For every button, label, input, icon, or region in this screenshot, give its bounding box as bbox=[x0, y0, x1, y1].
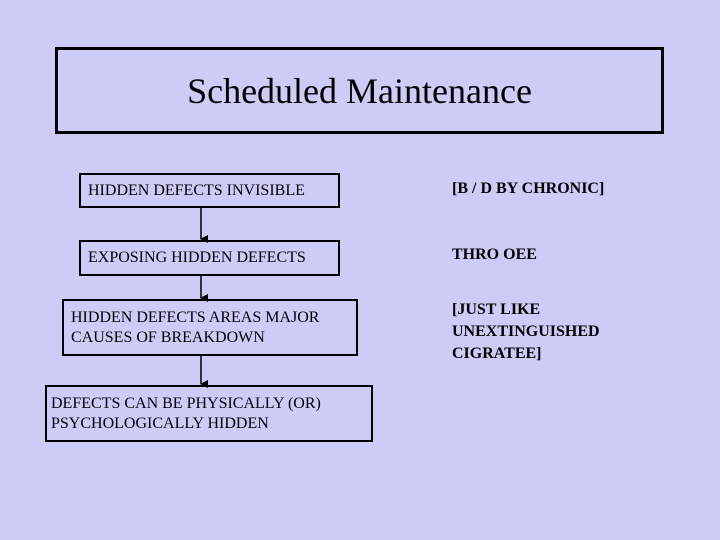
note-line: [JUST LIKE bbox=[452, 301, 541, 318]
note-line: UNEXTINGUISHED bbox=[452, 323, 600, 340]
slide-title: Scheduled Maintenance bbox=[187, 70, 532, 111]
flow-step-line: HIDDEN DEFECTS AREAS MAJOR bbox=[71, 308, 320, 326]
note-line: CIGRATEE] bbox=[452, 345, 542, 362]
flow-step-line: PSYCHOLOGICALLY HIDDEN bbox=[51, 414, 269, 432]
note-line: THRO OEE bbox=[452, 246, 537, 263]
flow-step-line: DEFECTS CAN BE PHYSICALLY (OR) bbox=[51, 394, 321, 412]
note-line: [B / D BY CHRONIC] bbox=[452, 180, 605, 197]
flow-step-line: HIDDEN DEFECTS INVISIBLE bbox=[88, 181, 305, 199]
flow-step-line: EXPOSING HIDDEN DEFECTS bbox=[88, 249, 306, 266]
flow-step-line: CAUSES OF BREAKDOWN bbox=[71, 328, 265, 346]
